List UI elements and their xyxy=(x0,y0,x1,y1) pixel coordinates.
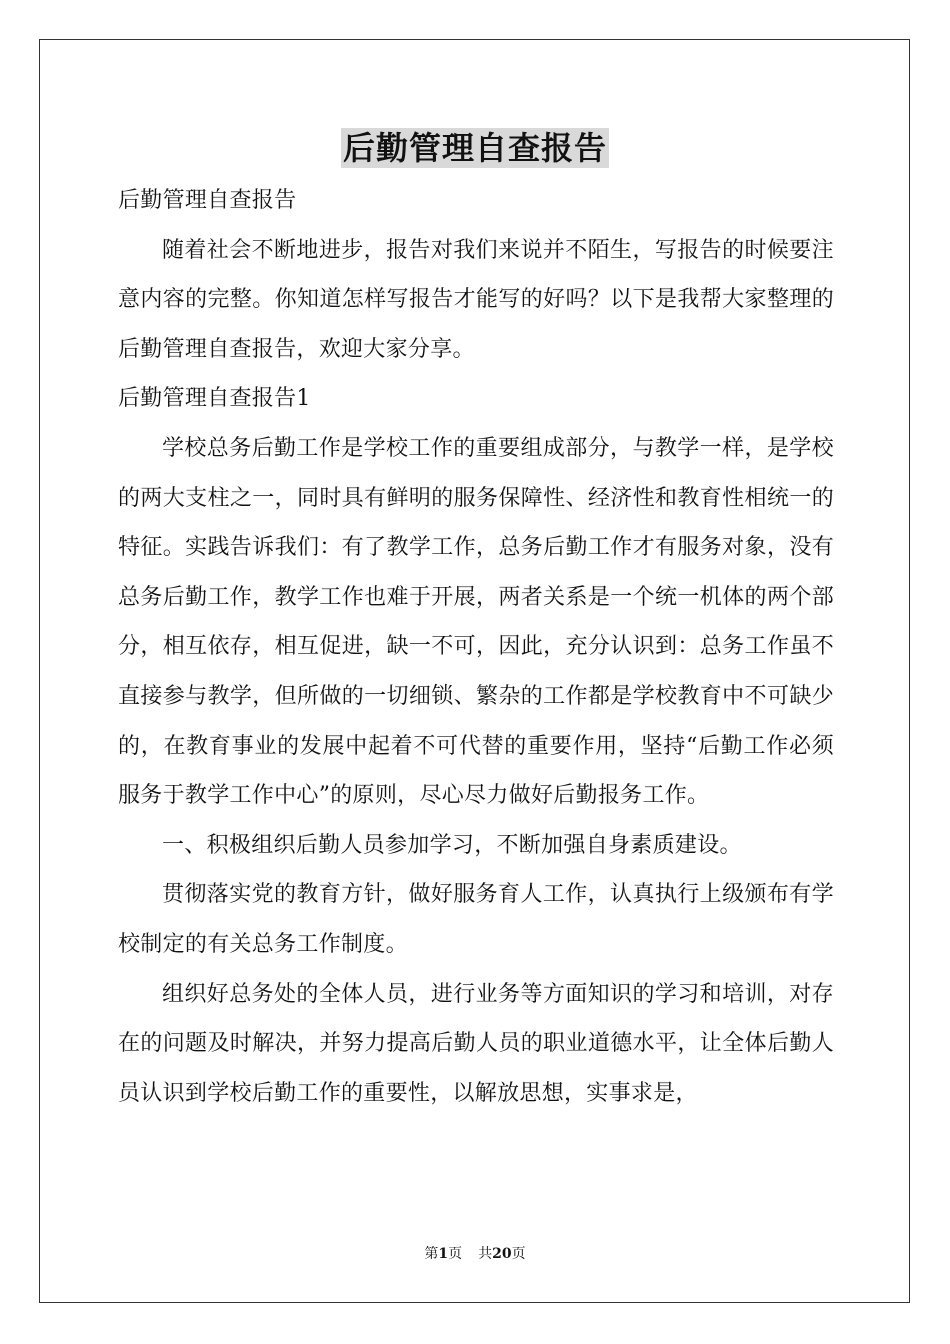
page-unit: 页 xyxy=(448,1246,463,1262)
current-page-number: 1 xyxy=(438,1246,449,1262)
total-prefix: 共 xyxy=(478,1246,493,1262)
body-paragraph: 贯彻落实党的教育方针，做好服务育人工作，认真执行上级颁布有学校制定的有关总务工作制度。 xyxy=(118,882,834,957)
document-body xyxy=(118,176,834,1118)
intro-paragraph: 随着社会不断地进步，报告对我们来说并不陌生，写报告的时候要注意内容的完整。你知道怎样写报告才能写的好吗？以下是我帮大家整理的后勤管理自查报告，欢迎大家分享。 xyxy=(118,237,834,362)
page-footer xyxy=(0,1244,950,1264)
body-paragraph: 学校总务后勤工作是学校工作的重要组成部分，与教学一样，是学校的两大支柱之一，同时具有鲜明的服务保障性、经济性和教育性相统一的特征。实践告诉我们：有了教学工作，总务后勤工作才有服务对象，没有总务后勤工作，教学工作也难于开展，两者关系是一个统一机体的两个部分，相互依存，相互促进，缺一不可，因此，充分认识到：总务工作虽不直接参与教学，但所做的一切细锁、繁杂的工作都是学校教育中不可缺少的，在教育事业的发展中起着不可代替的重要作用，坚持“后勤工作必须服务于教学工作中心”的原则，尽心尽力做好后勤报务工作。 xyxy=(118,435,834,809)
numbered-heading: 一、积极组织后勤人员参加学习，不断加强自身素质建设。 xyxy=(162,832,742,858)
total-page-number: 20 xyxy=(492,1246,512,1262)
section-heading: 后勤管理自查报告1 xyxy=(118,386,311,412)
body-paragraph: 组织好总务处的全体人员，进行业务等方面知识的学习和培训，对存在的问题及时解决，并努力提高后勤人员的职业道德水平，让全体后勤人员认识到学校后勤工作的重要性，以解放思想，实事求是， xyxy=(118,981,834,1106)
document-title: 后勤管理自查报告 xyxy=(342,129,607,167)
title-container xyxy=(0,128,950,168)
total-unit: 页 xyxy=(511,1246,526,1262)
subtitle-paragraph: 后勤管理自查报告 xyxy=(118,188,297,213)
page-prefix: 第 xyxy=(424,1246,439,1262)
